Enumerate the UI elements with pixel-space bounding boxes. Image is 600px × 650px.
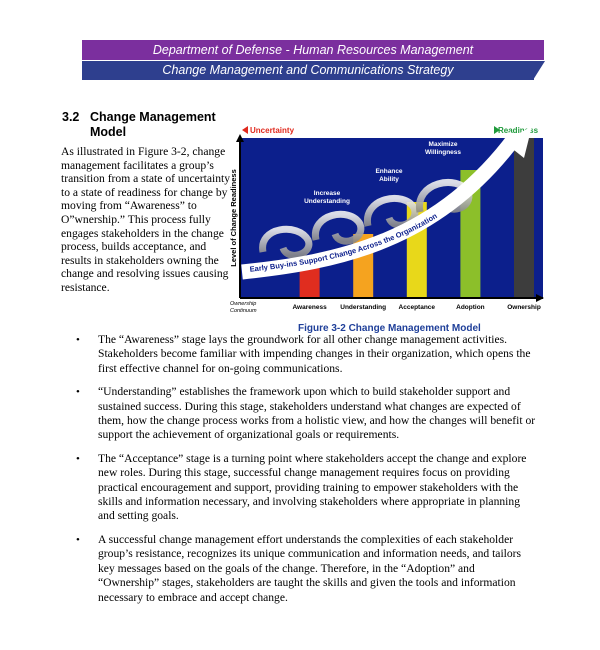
figure-caption: Figure 3-2 Change Management Model bbox=[298, 323, 481, 334]
annotation-2-line1: Enhance bbox=[375, 168, 403, 175]
intro-paragraph bbox=[61, 145, 231, 295]
list-item bbox=[76, 452, 536, 524]
y-axis-label: Level of Change Readiness bbox=[229, 169, 238, 267]
tick-label-ownership: Ownership bbox=[507, 304, 541, 311]
section-number: 3.2 bbox=[62, 110, 80, 124]
banner-arrow-tip bbox=[533, 61, 545, 80]
annotation-2-line2: Ability bbox=[379, 176, 399, 183]
tick-label-acceptance: Acceptance bbox=[398, 304, 436, 311]
list-item bbox=[76, 533, 536, 605]
bullet-list bbox=[76, 333, 536, 614]
origin-label-1: Ownership bbox=[230, 301, 257, 307]
origin-label-2: Continuum bbox=[230, 308, 257, 314]
readiness-label: Readiness bbox=[498, 126, 539, 135]
header-banner-secondary bbox=[82, 61, 534, 80]
tick-label-awareness: Awareness bbox=[292, 304, 327, 311]
uncertainty-arrowhead bbox=[242, 126, 248, 134]
header-line-1: Department of Defense - Human Resources Management bbox=[152, 43, 474, 57]
bullet-text: A successful change management effort understands the complexities of each stakeholder group’s resistance, recognizes its unique communication and information needs, and tailors key messages based on the goals of the change. Therefore, in the “Adoption” and “Ownership” stages, stakeholders are taught the skills and given the tools and information necessary to embrace and accept change. bbox=[98, 532, 522, 604]
header-banner-primary bbox=[82, 40, 544, 60]
bullet-text: The “Acceptance” stage is a turning point where stakeholders accept the change and explore new roles. During this stage, successful change management requires focus on providing practical encouragement and support, providing training to empower stakeholders with the skills and information necessary, and involving stakeholders where appropriate in planning and setting goals. bbox=[98, 451, 527, 523]
arrow-caption-path: Early Buy-ins Support Change Across the Organization bbox=[249, 211, 439, 274]
bullet-dot: • bbox=[76, 386, 80, 399]
bullet-text: The “Awareness” stage lays the groundwork for all other change management activities. Stakeholders become familiar with impending changes in their organization, which opens the first effective channel for on-going communications. bbox=[98, 333, 531, 375]
intro-text: As illustrated in Figure 3-2, change management facilitates a group’s transition from a state of uncertainty to a state of readiness for change by moving from “Awareness” to O”wnership.” This process fully engages stakeholders in the change process, builds acceptance, and results in stakeholders owning the change and resolving issues causing resistance. bbox=[61, 145, 231, 294]
bullet-dot: • bbox=[76, 452, 80, 465]
bullet-dot: • bbox=[76, 334, 80, 346]
annotation-1-line2: Understanding bbox=[304, 198, 350, 205]
tick-label-understanding: Understanding bbox=[340, 304, 387, 311]
bullet-dot: • bbox=[76, 533, 80, 546]
uncertainty-label: Uncertainty bbox=[250, 126, 295, 135]
annotation-1-line1: Increase bbox=[313, 190, 341, 197]
bar-ownership bbox=[514, 138, 534, 298]
bullet-text: “Understanding” establishes the framework upon which to build stakeholder support and sustained success. During this stage, stakeholders understand what changes are expected of them, how the change process works from a holistic view, and how the changes will benefit or support the achievement of organizational goals or requirements. bbox=[98, 385, 536, 442]
section-title: Change Management Model bbox=[90, 110, 216, 139]
header-line-2: Change Management and Communications Strategy bbox=[162, 63, 454, 77]
annotation-3-line1: Maximize bbox=[428, 141, 458, 148]
annotation-3-line2: Willingness bbox=[424, 149, 462, 156]
list-item bbox=[76, 333, 536, 376]
list-item bbox=[76, 385, 536, 443]
tick-label-adoption: Adoption bbox=[456, 304, 485, 311]
change-management-chart bbox=[228, 122, 544, 322]
